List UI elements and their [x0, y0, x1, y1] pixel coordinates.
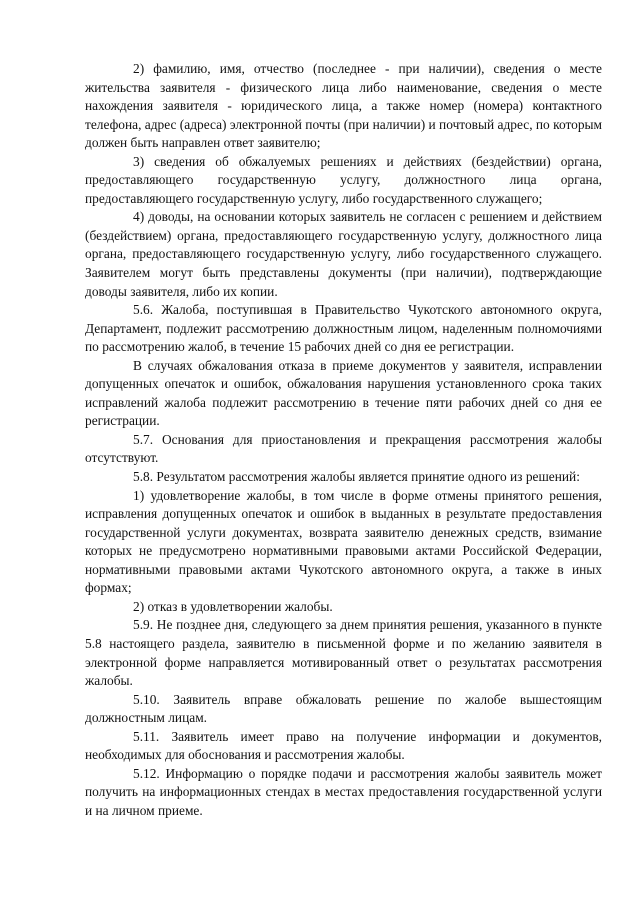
paragraph-5-6: 5.6. Жалоба, поступившая в Правительство Чукотского автономного округа, Департамент, подлежит рассмотрению должностным лицом, наделенным полномочиями по рассмотрению жалоб, в течение 15 рабочих дней со дня ее регистрации.: [85, 302, 602, 355]
paragraph-5-8-item-1: 1) удовлетворение жалобы, в том числе в форме отмены принятого решения, исправления допущенных опечаток и ошибок в выданных в результате предоставления государственной услуги документах, возврата заявителю денежных средств, взимание которых не предусмотрено нормативными правовыми актами Российской Федерации, нормативными правовыми актами Чукотского автономного округа, а также в иных формах;: [85, 487, 602, 596]
paragraph-item-2-contact-details: 2) фамилию, имя, отчество (последнее - при наличии), сведения о месте жительства заявителя - физического лица либо наименование, сведения о месте нахождения заявителя - юридического лица, а также номер (номера) контактного телефона, адрес (адреса) электронной почты (при наличии) и почтовый адрес, по которым должен быть направлен ответ заявителю;: [85, 61, 602, 151]
paragraph-5-8-item-2: 2) отказ в удовлетворении жалобы.: [133, 598, 333, 614]
paragraph-5-6-refusal-cases: В случаях обжалования отказа в приеме документов у заявителя, исправлении допущенных опечаток и ошибок, обжалования нарушения установленного срока таких исправлений жалоба подлежит рассмотрению в течение пяти рабочих дней со дня ее регистрации.: [85, 357, 602, 429]
paragraph-5-12: 5.12. Информацию о порядке подачи и рассмотрения жалобы заявитель может получить на информационных стендах в местах предоставления государственной услуги и на личном приеме.: [85, 765, 602, 818]
paragraph-5-7: 5.7. Основания для приостановления и прекращения рассмотрения жалобы отсутствуют.: [85, 431, 602, 466]
paragraph-5-10: 5.10. Заявитель вправе обжаловать решение по жалобе вышестоящим должностным лицам.: [85, 691, 602, 726]
paragraph-item-4-arguments: 4) доводы, на основании которых заявитель не согласен с решением и действием (бездействием) органа, предоставляющего государственную услугу, должностного лица органа, предоставляющего государственную услугу, либо государственного служащего. Заявителем могут быть представлены документы (при наличии), подтверждающие доводы заявителя, либо их копии.: [85, 209, 602, 299]
paragraph-item-3-appealed-decisions: 3) сведения об обжалуемых решениях и действиях (бездействии) органа, предоставляющего государственную услугу, должностного лица органа, предоставляющего государственную услугу, либо государственного служащего;: [85, 153, 602, 206]
paragraph-5-11: 5.11. Заявитель имеет право на получение информации и документов, необходимых для обоснования и рассмотрения жалобы.: [85, 728, 602, 763]
paragraph-5-8: 5.8. Результатом рассмотрения жалобы является принятие одного из решений:: [133, 469, 580, 485]
document-body: [85, 60, 602, 820]
paragraph-5-9: 5.9. Не позднее дня, следующего за днем принятия решения, указанного в пункте 5.8 настоящего раздела, заявителю в письменной форме и по желанию заявителя в электронной форме направляется мотивированный ответ о результатах рассмотрения жалобы.: [85, 617, 602, 689]
